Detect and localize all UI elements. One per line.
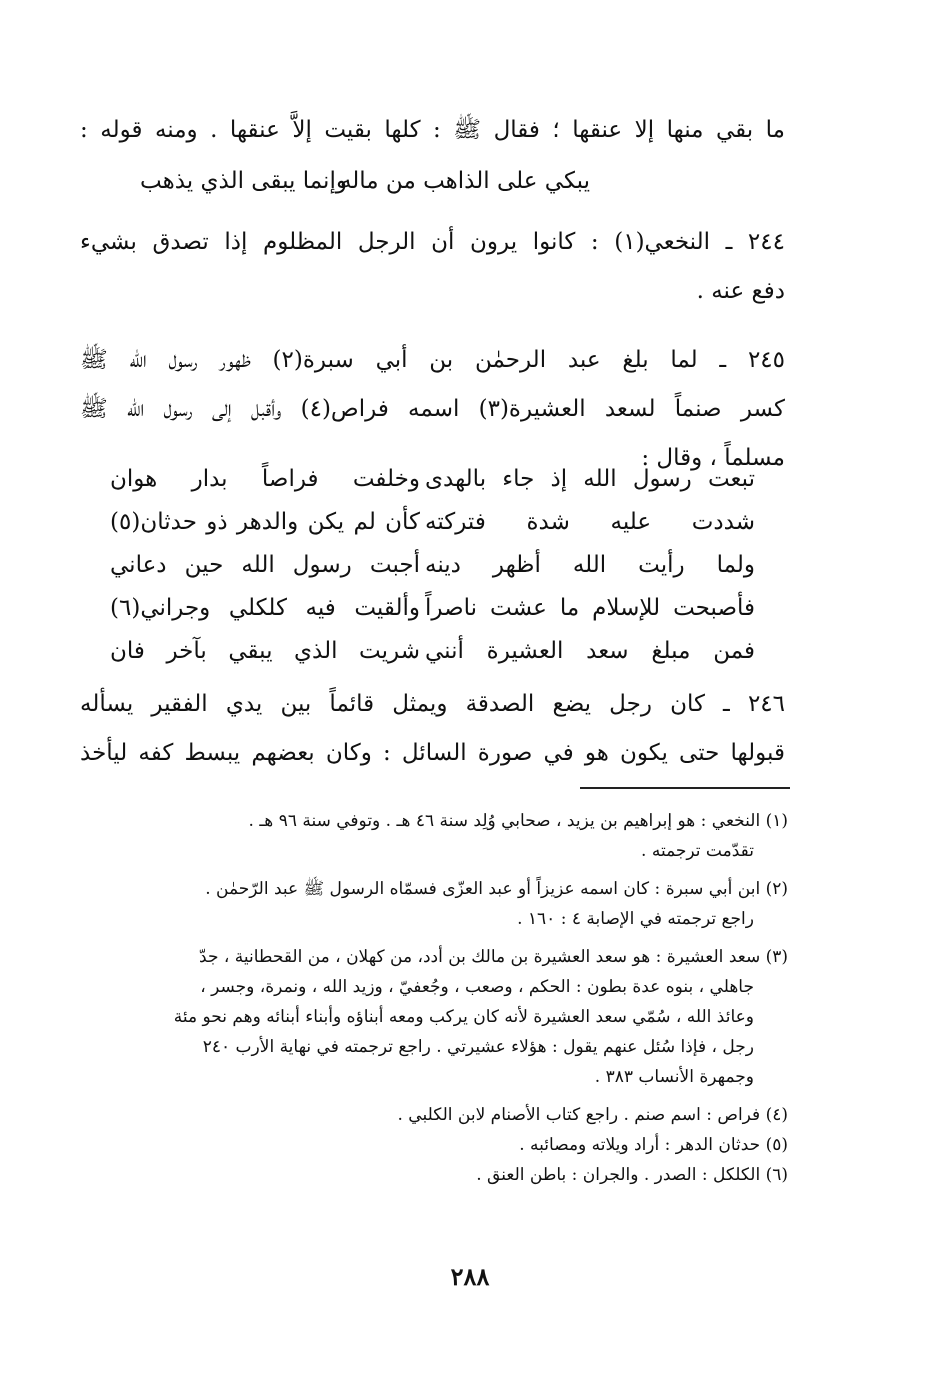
page-number: ٢٨٨ xyxy=(450,1262,490,1291)
verse xyxy=(110,544,755,587)
verse-second-hemistich: شريت الذي يبقي بآخر فان xyxy=(110,638,420,664)
footnote-3-continuation: وجمهرة الأنساب ٣٨٣ . xyxy=(594,1067,754,1087)
verse xyxy=(110,501,755,544)
couplet-left-hemistich: وإنما يبقى الذي يذهب xyxy=(140,168,347,194)
paragraph-244-line: ٢٤٤ ـ النخعي(١) : كانوا يرون أن الرجل المظلوم إذا تصدق بشيء xyxy=(80,229,785,255)
footnote-3-continuation: وعائذ الله ، سُمّي سعد العشيرة لأنه كان يركب ومعه أبناؤه وأبناء أبنائه وهم نحو مئة xyxy=(173,1007,754,1027)
paragraph-245-line: ٢٤٥ ـ لما بلغ عبد الرحمٰن بن أبي سبرة(٢) ظهور رسول الله ﷺ xyxy=(80,347,785,373)
verse-first-hemistich: ولما رأيت الله أظهر دينه xyxy=(425,552,755,578)
verse-second-hemistich: كأن لم يكن والدهر ذو حدثان(٥) xyxy=(110,509,420,535)
verse-second-hemistich: أجبت رسول الله حين دعاني xyxy=(110,552,420,578)
verse-first-hemistich: شددت عليه شدة فتركته xyxy=(425,509,755,535)
footnote-gap xyxy=(80,934,788,942)
paragraph-245-line: كسر صنماً لسعد العشيرة(٣) اسمه فراص(٤) وأقبل إلى رسول الله ﷺ xyxy=(80,396,785,422)
footnote-gap xyxy=(80,866,788,874)
paragraph-gap xyxy=(80,316,785,336)
paragraph-245-line: مسلماً ، وقال : xyxy=(641,445,785,471)
footnote-1: (١) النخعي : هو إبراهيم بن يزيد ، صحابي وُلِد سنة ٤٦ هـ . وتوفي سنة ٩٦ هـ . xyxy=(248,811,788,831)
paragraph-246-line: قبولها حتى يكون هو في صورة السائل : وكان بعضهم يبسط كفه ليأخذ xyxy=(80,740,785,766)
paragraph-244-line: دفع عنه . xyxy=(696,278,785,304)
couplet-right-hemistich: يبكي على الذاهب من ماله xyxy=(339,168,590,194)
footnote-3-continuation: جاهلي ، بنوه عدة بطون : الحكم ، وصعب ، وجُعفيّ ، وزيد الله ، ونمرة، وجسر ، xyxy=(200,977,754,997)
main-text-top xyxy=(80,106,785,155)
main-text-middle xyxy=(80,218,785,483)
footnote-2: (٢) ابن أبي سبرة : كان اسمه عزيزاً أو عبد العزّى فسمّاه الرسول ﷺ عبد الرّحمٰن . xyxy=(205,879,788,899)
footnote-separator xyxy=(580,787,790,789)
footnote-1-continuation: تقدّمت ترجمته . xyxy=(641,841,754,861)
verse xyxy=(110,587,755,630)
footnotes xyxy=(80,806,788,1190)
verse-first-hemistich: فأصبحت للإسلام ما عشت ناصراً xyxy=(425,595,755,621)
footnote-5: (٥) حدثان الدهر : أراد ويلاته ومصائبه . xyxy=(519,1135,788,1155)
verse-first-hemistich: فمن مبلغ سعد العشيرة أنني xyxy=(425,638,755,664)
verse-second-hemistich: وألقيت فيه كلكلي وجراني(٦) xyxy=(110,595,420,621)
main-text-bottom xyxy=(80,680,785,778)
footnote-2-continuation: راجع ترجمته في الإصابة ٤ : ١٦٠ . xyxy=(517,909,754,929)
verse-second-hemistich: وخلفت فراصاً بدار هوان xyxy=(110,466,420,492)
footnote-3-continuation: رجل ، فإذا سُئل عنهم يقول : هؤلاء عشيرتي . راجع ترجمته في نهاية الأرب ٢٤٠ xyxy=(202,1037,754,1057)
verse xyxy=(110,458,755,501)
text-line: ما بقي منها إلا عنقها ؛ فقال ﷺ : كلها بقيت إلاَّ عنقها . ومنه قوله : xyxy=(80,117,785,143)
footnote-4: (٤) فراص : اسم صنم . راجع كتاب الأصنام لابن الكلبي . xyxy=(397,1105,788,1125)
paragraph-246-line: ٢٤٦ ـ كان رجل يضع الصدقة ويمثل قائماً بين يدي الفقير يسأله xyxy=(80,691,785,717)
poem xyxy=(110,458,755,673)
footnote-6: (٦) الكلكل : الصدر . والجران : باطن العنق . xyxy=(476,1165,788,1185)
verse xyxy=(110,630,755,673)
footnote-3: (٣) سعد العشيرة : هو سعد العشيرة بن مالك بن أدد، من كهلان ، من القحطانية ، جدّ xyxy=(199,947,788,967)
verse-first-hemistich: تبعت رسول الله إذ جاء بالهدى xyxy=(425,466,755,492)
footnote-gap xyxy=(80,1092,788,1100)
